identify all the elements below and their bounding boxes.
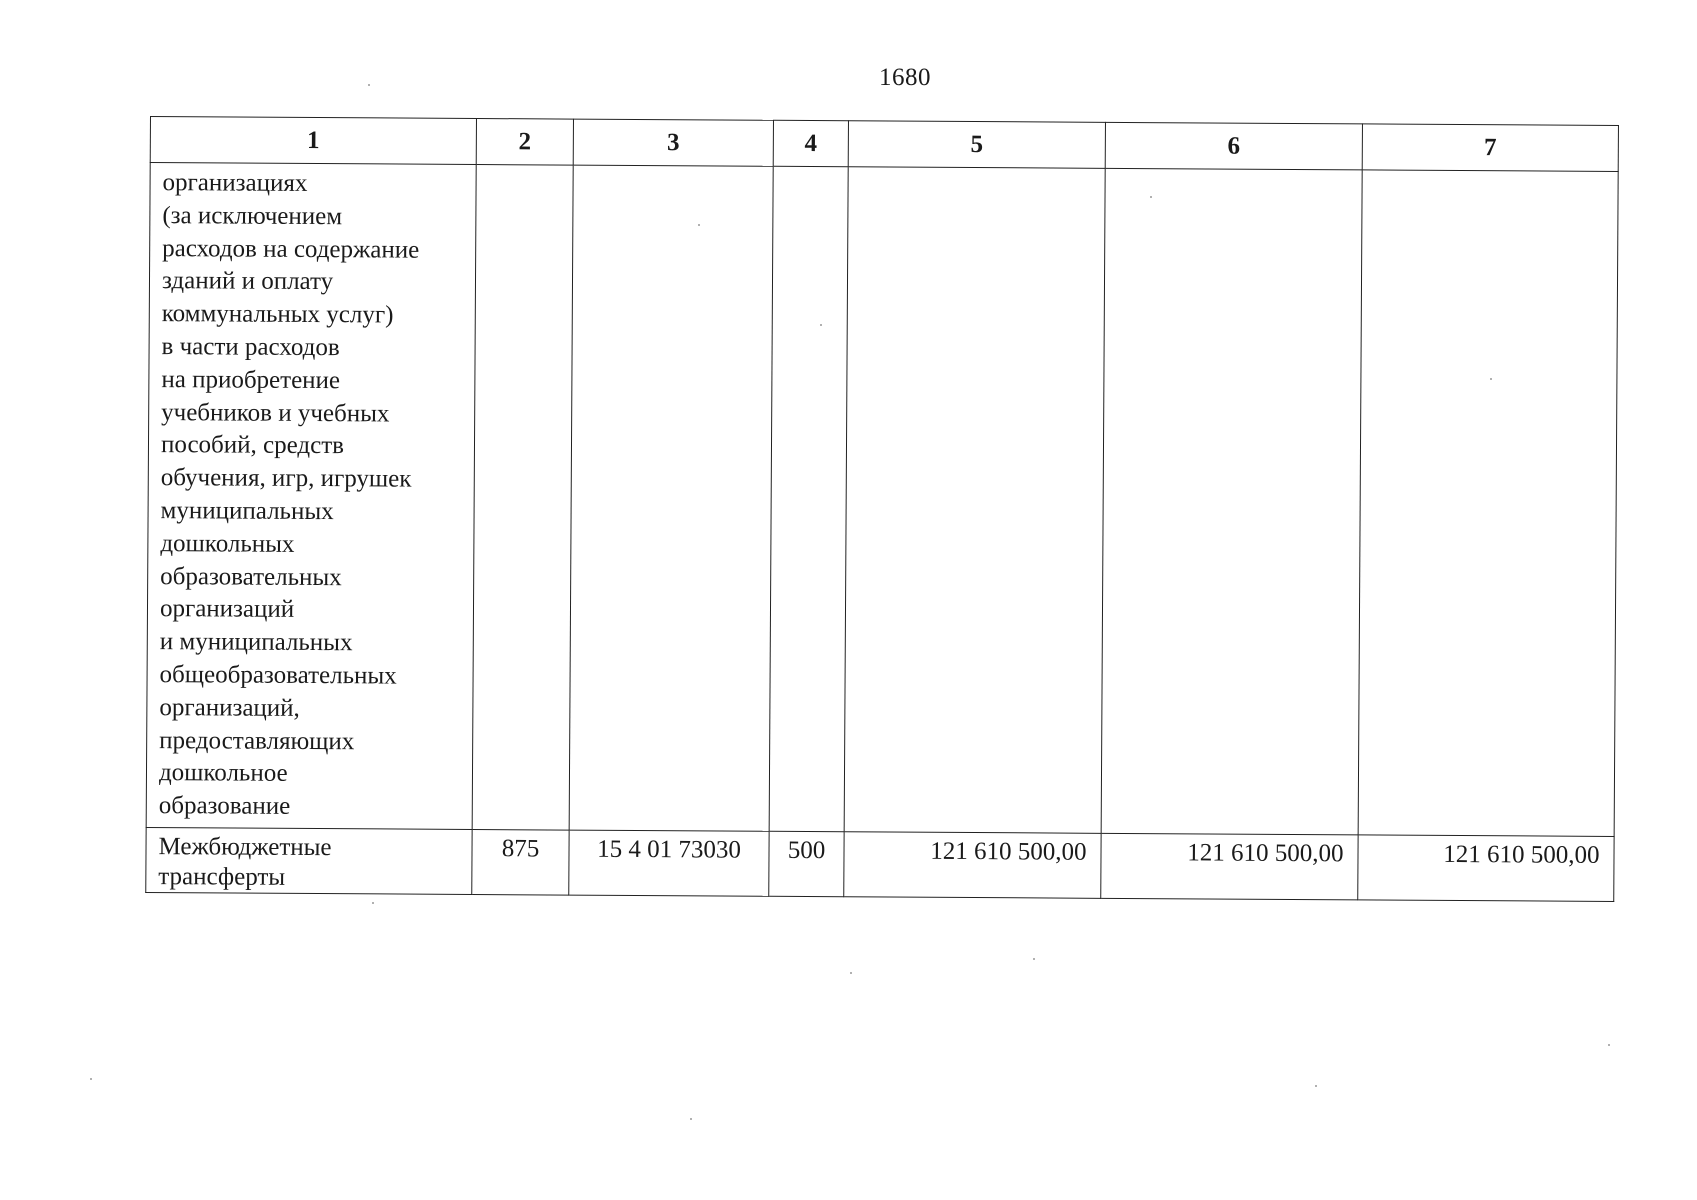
- department-code-cell: 875: [472, 829, 569, 895]
- scan-speck: [698, 224, 700, 226]
- description-line: организаций,: [159, 693, 300, 722]
- scan-speck: [820, 324, 822, 326]
- description-line: расходов на содержание: [162, 234, 420, 264]
- header-col-4: 4: [773, 120, 848, 166]
- description-line: учебников и учебных: [161, 398, 390, 428]
- header-col-7: 7: [1362, 124, 1618, 172]
- budget-table-container: [145, 116, 1618, 902]
- target-article-cell: 15 4 01 73030: [569, 830, 769, 896]
- description-line: предоставляющих: [159, 726, 355, 755]
- scan-speck: [1033, 958, 1035, 960]
- description-line: организаций: [159, 595, 295, 624]
- amount-col-6-cell: 121 610 500,00: [1101, 833, 1358, 900]
- expense-type-cell: 500: [769, 831, 844, 896]
- empty-cell-col-5: [844, 167, 1105, 834]
- amount-col-7-cell: 121 610 500,00: [1358, 835, 1614, 902]
- transfers-label-cell: [146, 827, 472, 894]
- description-line: коммунальных услуг): [161, 300, 394, 329]
- header-col-3: 3: [573, 119, 773, 166]
- description-line: обучения, игр, игрушек: [160, 464, 412, 493]
- header-col-1: 1: [150, 117, 476, 165]
- description-line: образовательных: [160, 562, 342, 591]
- scan-speck: [1150, 196, 1152, 198]
- description-line: дошкольное: [158, 759, 288, 788]
- scan-speck: [850, 972, 852, 974]
- description-line: дошкольных: [160, 529, 295, 558]
- empty-cell-col-6: [1101, 168, 1362, 835]
- empty-cell-col-2: [472, 164, 573, 830]
- transfers-label-line: Межбюджетные: [158, 833, 332, 862]
- description-line: общеобразовательных: [159, 661, 397, 690]
- empty-cell-col-3: [569, 165, 773, 831]
- empty-cell-col-4: [769, 166, 848, 831]
- description-line: муниципальных: [160, 497, 334, 526]
- description-line: и муниципальных: [159, 628, 353, 657]
- empty-cell-col-7: [1358, 170, 1618, 837]
- amount-col-5-cell: 121 610 500,00: [844, 832, 1101, 899]
- scan-speck: [372, 902, 374, 904]
- scan-speck: [368, 84, 370, 86]
- description-line: образование: [158, 792, 291, 821]
- scan-speck: [690, 1118, 692, 1120]
- transfers-row: [146, 827, 1614, 901]
- scan-speck: [1490, 378, 1492, 380]
- page-number: 1680: [879, 64, 931, 91]
- description-line: зданий и оплату: [161, 267, 334, 296]
- description-line: организациях: [162, 169, 308, 197]
- header-col-5: 5: [848, 121, 1105, 169]
- scan-speck: [90, 1078, 92, 1080]
- description-line: в части расходов: [161, 333, 340, 362]
- scan-speck: [1315, 1085, 1317, 1087]
- description-row: [146, 163, 1618, 837]
- description-line: пособий, средств: [160, 431, 345, 460]
- header-col-2: 2: [476, 118, 573, 165]
- header-col-6: 6: [1105, 122, 1362, 170]
- transfers-label-line: трансферты: [158, 863, 286, 891]
- budget-table: [145, 116, 1619, 902]
- description-line: (за исключением: [162, 201, 343, 230]
- description-cell: [146, 163, 476, 830]
- description-line: на приобретение: [161, 365, 341, 394]
- scan-speck: [1608, 1044, 1610, 1046]
